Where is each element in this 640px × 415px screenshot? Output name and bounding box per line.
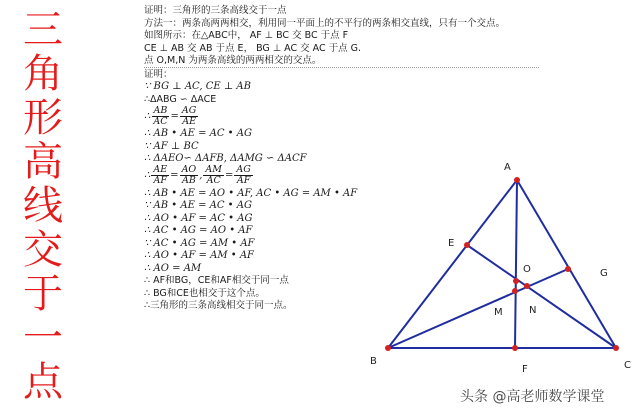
side-title-char: 于 (23, 271, 63, 317)
side-title-char: 高 (23, 139, 63, 185)
step-15: ∴ AF和BG，CE和AF相交于同一点 (144, 275, 289, 286)
label-n: N (529, 305, 537, 316)
fraction (180, 165, 199, 186)
triangle-abc (388, 180, 616, 348)
watermark: 头条 @高老师数学课堂 (460, 389, 605, 405)
side-title-char: 三 (23, 7, 63, 53)
label-g: G (600, 268, 608, 279)
side-title-char: 形 (23, 95, 63, 141)
side-title-char: 点 (23, 359, 63, 405)
step-14: ∴ AO = AM (144, 262, 202, 274)
numerator: AG (236, 164, 251, 175)
label-o: O (523, 264, 531, 275)
step-2: ∴ΔABG ∽ ΔACE (144, 93, 217, 105)
comma: , (199, 170, 203, 181)
point-b (385, 345, 391, 351)
label-a: A (504, 162, 511, 173)
proof-label: 证明： (144, 68, 173, 80)
step-7-prefix: ∴ (144, 170, 151, 181)
denominator: AB (181, 175, 196, 186)
point-m (512, 288, 518, 294)
step-11: ∴ AC • AG = AO • AF (144, 225, 253, 236)
step-13: ∴ AO • AF = AM • AF (144, 250, 254, 261)
numerator: AM (205, 164, 222, 175)
step-16: ∴ BG和CE也相交于这个点。 (144, 287, 265, 299)
point-n (524, 283, 530, 289)
altitude-af (515, 180, 517, 348)
proof-heading: 证明：三角形的三条高线交于一点 (144, 5, 287, 16)
step-1: ∵ BG ⊥ AC, CE ⊥ AB (144, 81, 251, 92)
step-17: ∴三角形的三条高线相交于同一点。 (144, 300, 293, 311)
proof-header (144, 4, 539, 68)
equals-sign: = (170, 170, 179, 181)
diagram-lines (388, 180, 616, 348)
altitude-bg (388, 269, 568, 348)
fraction (203, 165, 224, 186)
side-title-char: 交 (23, 227, 63, 273)
figure-line-2: CE ⊥ AB 交 AB 于点 E， BG ⊥ AC 交 AC 于点 G. (144, 42, 362, 54)
equals-sign: = (225, 170, 234, 181)
step-3-prefix: ∴ (144, 110, 151, 122)
step-10: ∴ AO • AF = AC • AG (144, 212, 253, 224)
label-b: B (370, 356, 377, 367)
numerator: AE (153, 164, 168, 175)
denominator: AF (236, 175, 251, 186)
point-g (565, 266, 571, 272)
label-c: C (624, 360, 631, 371)
label-e: E (448, 238, 455, 249)
point-o (513, 278, 519, 284)
altitude-ce (467, 245, 616, 348)
point-c (613, 345, 619, 351)
numerator: AB (153, 104, 168, 116)
step-5: ∵ AF ⊥ BC (144, 140, 199, 152)
step-3 (144, 105, 544, 127)
point-f (512, 345, 518, 351)
numerator: AO (181, 164, 197, 175)
triangle-diagram (370, 150, 640, 380)
denominator: AC (153, 115, 168, 127)
figure-line-3: 点 O,M,N 为两条高线的两两相交的交点。 (144, 55, 322, 66)
label-m: M (494, 307, 503, 318)
side-title-char: 角 (23, 51, 63, 97)
step-12: ∵ AC • AG = AM • AF (144, 237, 255, 249)
fraction (151, 106, 169, 127)
denominator: AF (153, 175, 167, 186)
point-a (514, 177, 520, 183)
side-title-char: 一 (23, 315, 63, 361)
point-e (464, 242, 470, 248)
fraction (180, 106, 198, 127)
side-title (8, 8, 78, 408)
denominator: AC (206, 175, 221, 186)
step-4: ∴ AB • AE = AC • AG (144, 128, 252, 139)
step-8: ∴ AB • AE = AO • AF, AC • AG = AM • AF (144, 187, 358, 199)
method-one: 方法一：两条高两两相交，利用同一平面上的不平行的两条相交直线，只有一个交点。 (144, 17, 506, 29)
fraction (151, 165, 169, 186)
label-f: F (522, 364, 528, 375)
step-9: ∵ AB • AE = AC • AG (144, 200, 252, 211)
fraction (234, 165, 252, 186)
denominator: AE (182, 115, 197, 127)
step-6: ∴ ΔAEO∽ ΔAFB, ΔAMG ∽ ΔACF (144, 153, 307, 164)
numerator: AG (181, 104, 197, 116)
side-title-char: 线 (23, 183, 63, 229)
figure-line-1: 如图所示：在△ABC中， AF ⊥ BC 交 BC 于点 F (144, 30, 349, 41)
equals-sign: = (170, 110, 179, 122)
